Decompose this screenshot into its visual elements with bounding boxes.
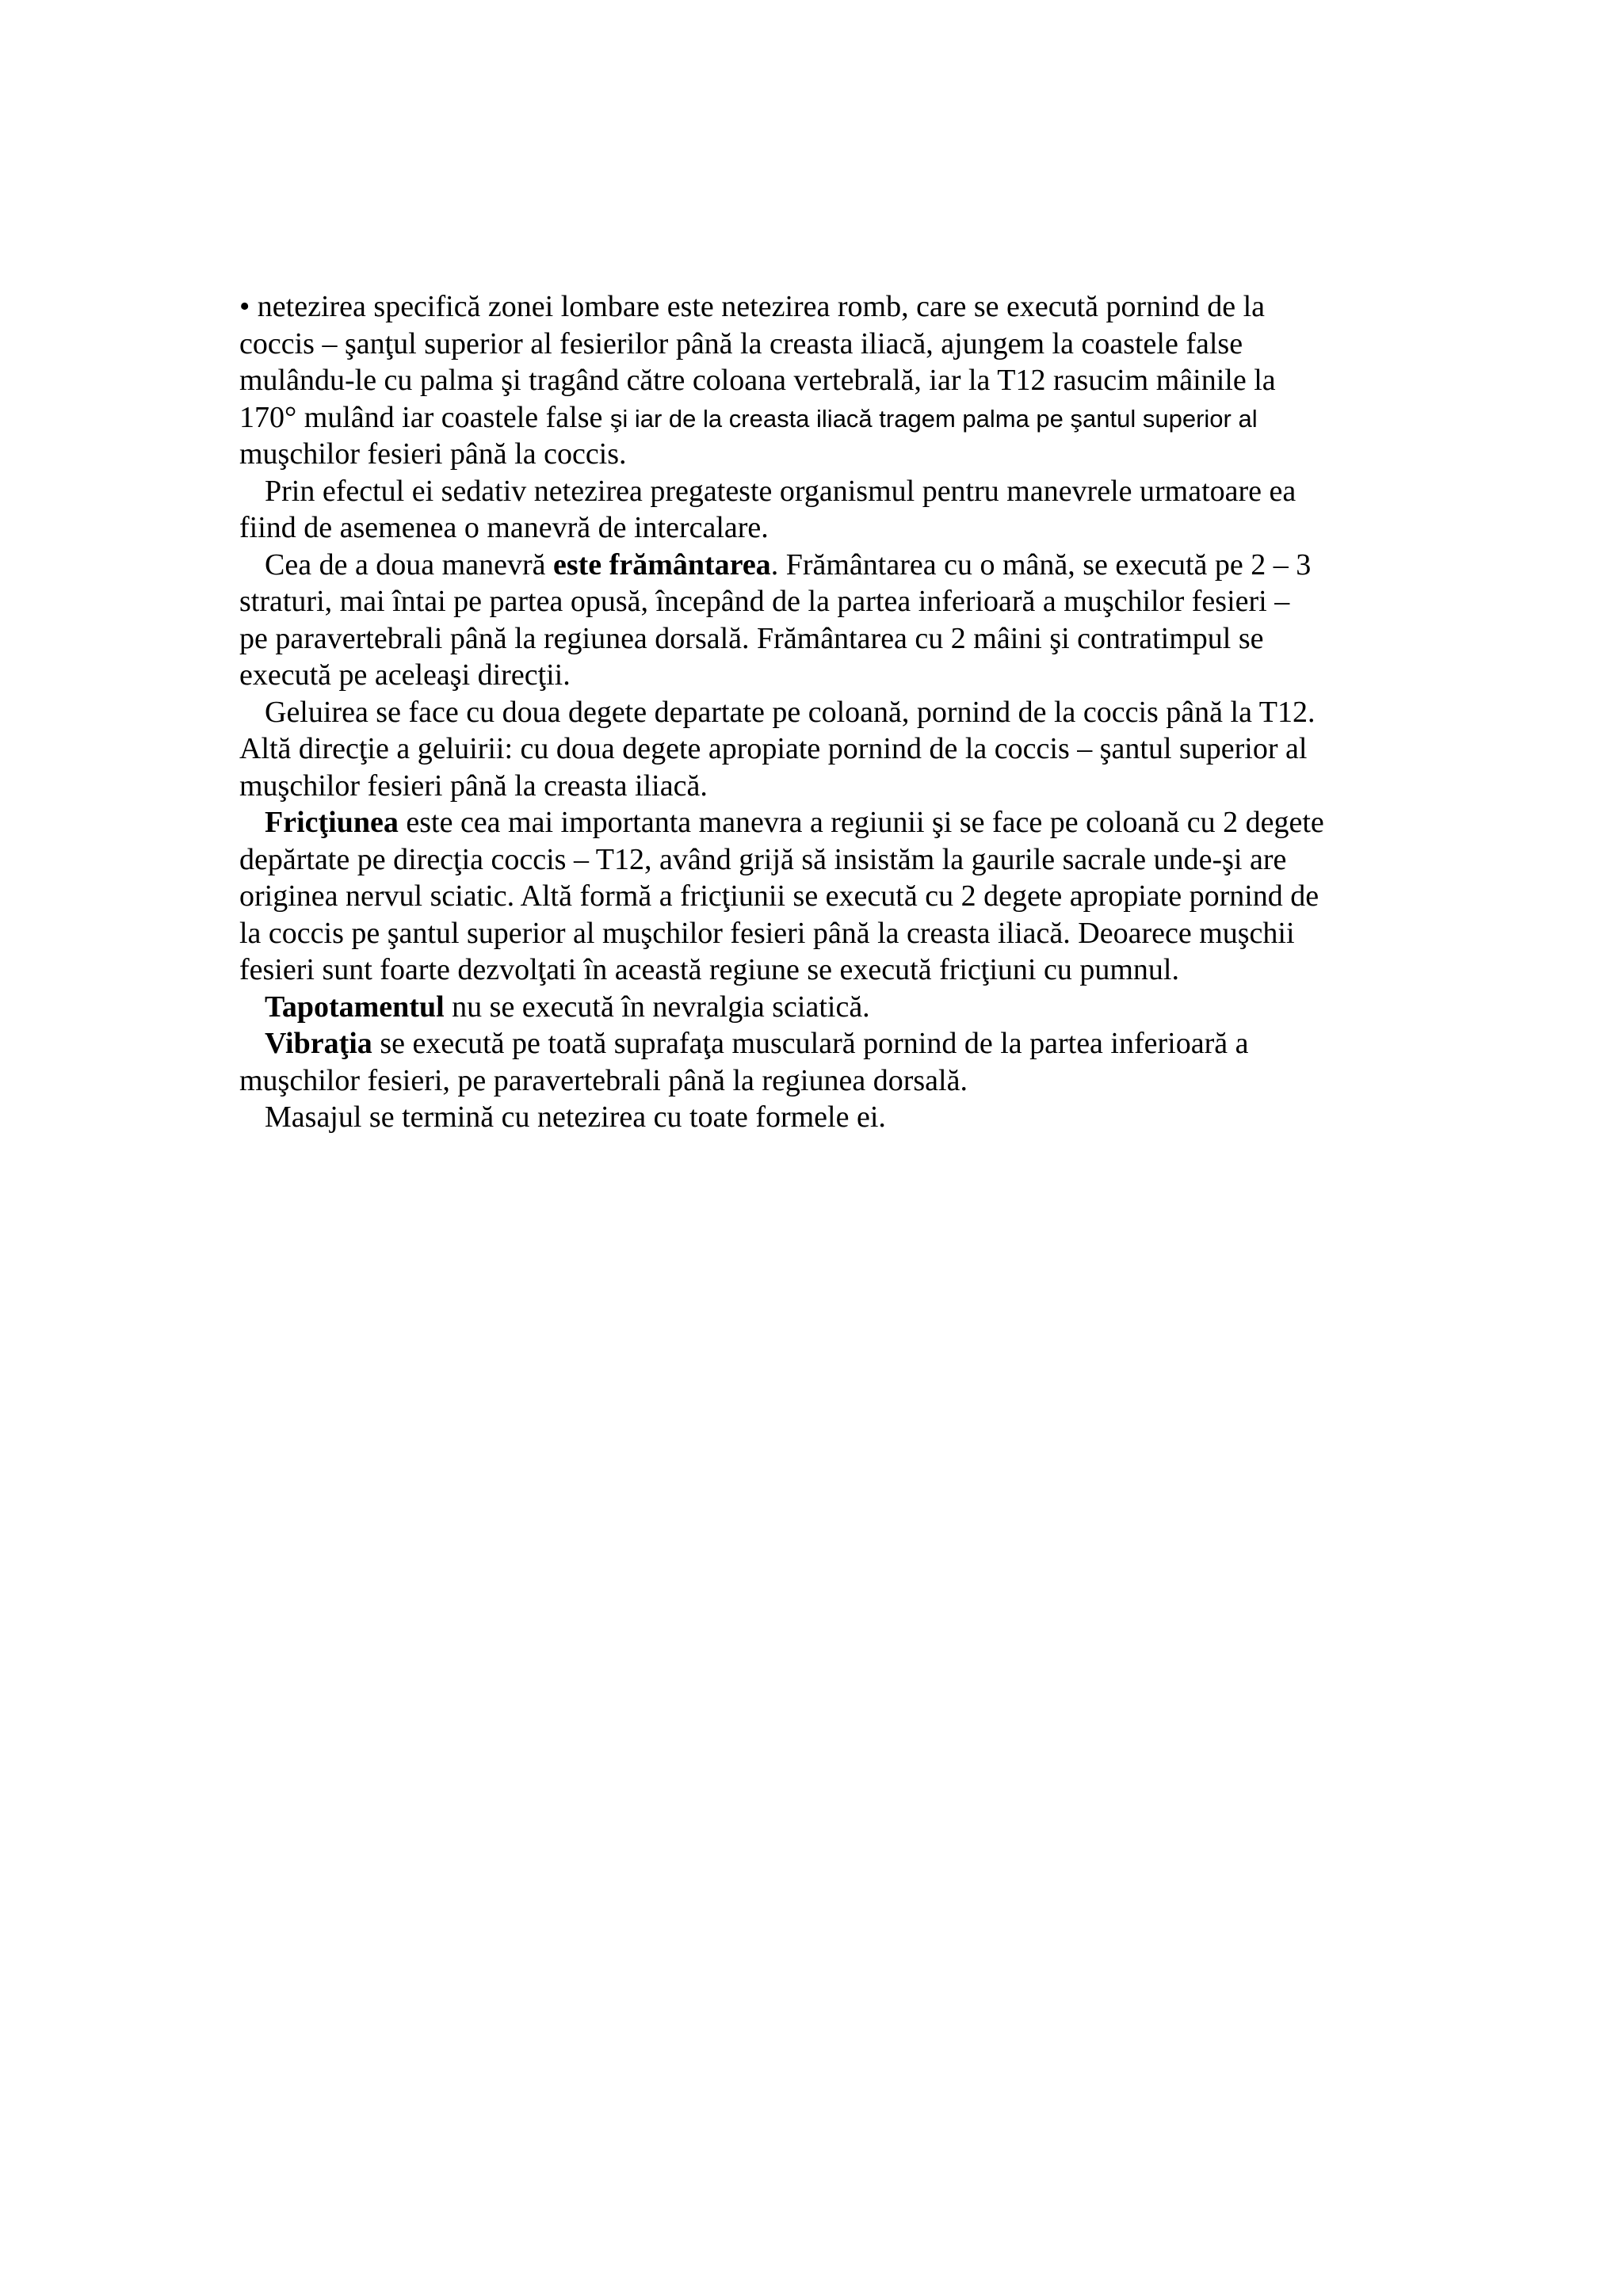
text-run: 170° mulând iar coastele false (239, 400, 610, 434)
text-run: • netezirea specifică zonei lombare este netezirea romb, care se execută pornind de la (239, 290, 1266, 323)
document-body (239, 288, 1412, 1136)
bold-term: Fricţiunea (265, 806, 399, 839)
text-line (239, 841, 1412, 879)
bold-term: Vibraţia (265, 1027, 372, 1060)
text-line (239, 952, 1412, 989)
text-run: şi iar de la creasta iliacă tragem palma pe şantul superior al (609, 404, 1258, 433)
text-line (239, 509, 1412, 547)
text-run: la coccis pe şantul superior al muşchilor fesieri până la creasta iliacă. Deoarece muşchii (239, 916, 1295, 950)
text-line (239, 804, 1412, 841)
text-run: se execută pe toată suprafaţa musculară pornind de la partea inferioară a (372, 1027, 1249, 1060)
text-line (239, 436, 1412, 473)
text-line (239, 730, 1412, 768)
text-line (239, 362, 1412, 399)
text-run: Geluirea se face cu doua degete departate pe coloană, pornind de la coccis până la T12. (265, 695, 1316, 729)
text-line (239, 657, 1412, 694)
text-run: coccis – şanţul superior al fesierilor până la creasta iliacă, ajungem la coastele false (239, 326, 1243, 360)
text-run: Cea de a doua manevră (265, 547, 553, 582)
text-line (239, 1062, 1412, 1100)
text-line (239, 915, 1412, 952)
text-run: este cea mai importanta manevra a regiunii şi se face pe coloană cu 2 degete (398, 806, 1324, 839)
text-run: depărtate pe direcţia coccis – T12, având grijă să insistăm la gaurile sacrale unde-şi are (239, 842, 1287, 876)
text-line (239, 473, 1412, 510)
text-run: fiind de asemenea o manevră de intercalare. (239, 511, 769, 544)
text-line (239, 878, 1412, 915)
text-line (239, 1025, 1412, 1062)
text-run: Masajul se termină cu netezirea cu toate formele ei. (265, 1100, 886, 1134)
text-line (239, 583, 1412, 620)
text-run: muşchilor fesieri, pe paravertebrali până la regiunea dorsală. (239, 1063, 968, 1097)
bold-term: este frământarea (553, 547, 771, 582)
text-run: . Frământarea cu o mână, se execută pe 2 – 3 (770, 547, 1312, 582)
text-run: muşchilor fesieri până la coccis. (239, 437, 627, 471)
text-run: Prin efectul ei sedativ netezirea pregateste organismul pentru manevrele urmatoare ea (265, 474, 1296, 508)
text-line (239, 768, 1412, 805)
text-run: nu se execută în nevralgia sciatică. (444, 990, 870, 1024)
text-run: muşchilor fesieri până la creasta iliacă. (239, 769, 708, 803)
text-line (239, 989, 1412, 1026)
text-line (239, 1099, 1412, 1136)
text-line (239, 399, 1412, 437)
text-run: Altă direcţie a geluirii: cu doua degete apropiate pornind de la coccis – şantul superior al (239, 732, 1308, 765)
text-line (239, 326, 1412, 363)
text-run: mulându-le cu palma şi tragând către coloana vertebrală, iar la T12 rasucim mâinile la (239, 364, 1276, 397)
text-run: originea nervul sciatic. Altă formă a fricţiunii se execută cu 2 degete apropiate pornind de (239, 879, 1319, 913)
text-line (239, 288, 1412, 326)
text-line (239, 694, 1412, 731)
text-run: fesieri sunt foarte dezvolţati în această regiune se execută fricţiuni cu pumnul. (239, 953, 1179, 986)
text-line (239, 620, 1412, 658)
text-run: execută pe aceleaşi direcţii. (239, 658, 571, 692)
text-run: straturi, mai întai pe partea opusă, începând de la partea inferioară a muşchilor fesieri – (239, 585, 1290, 618)
text-run: pe paravertebrali până la regiunea dorsală. Frământarea cu 2 mâini şi contratimpul se (239, 621, 1264, 655)
text-line (239, 547, 1412, 584)
bold-term: Tapotamentul (265, 990, 445, 1024)
